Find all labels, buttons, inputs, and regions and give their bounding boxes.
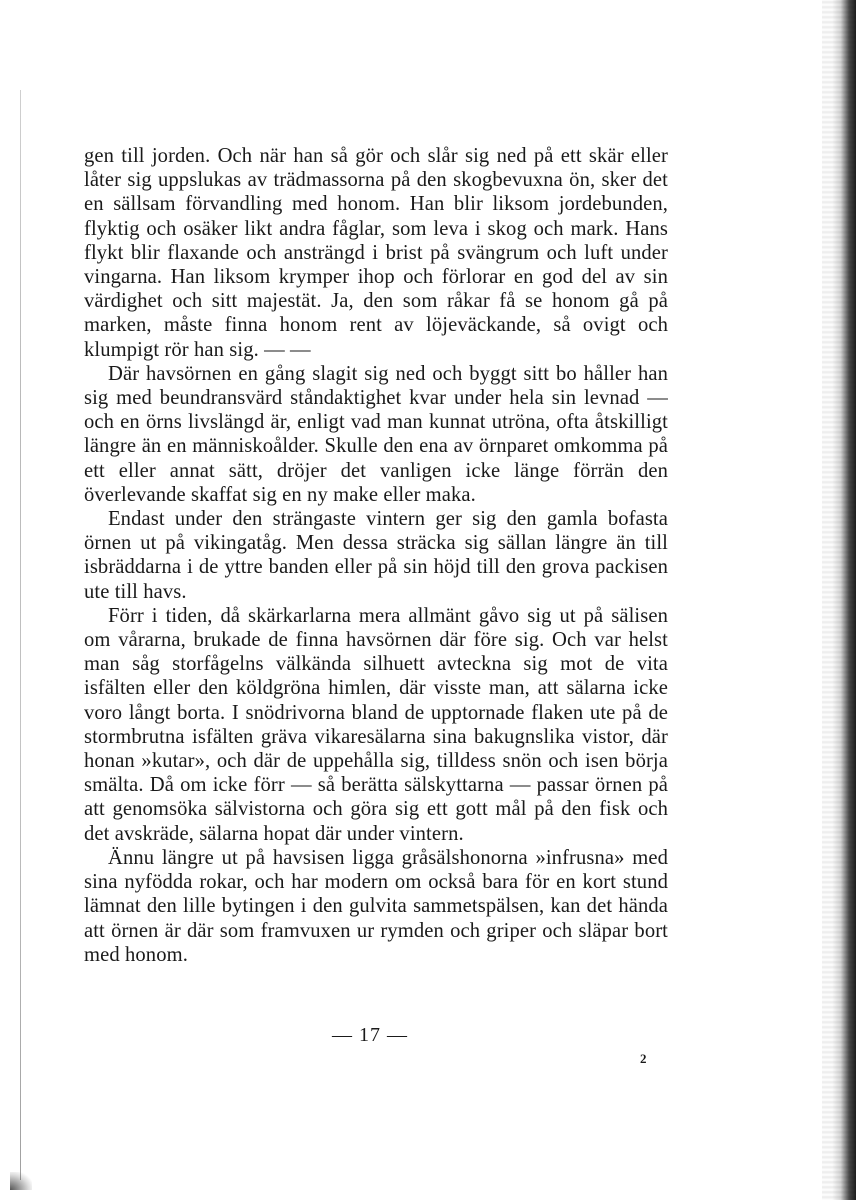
page-left-edge-shadow <box>20 90 21 1180</box>
paragraph-3: Endast under den strängaste vintern ger sig den gamla bofasta örnen ut på vikingatåg. Men dessa sträcka sig sällan längre än till isbräddarna i de yttre banden eller på sin höjd till den grova packisen ute till havs. <box>84 508 668 603</box>
paragraph-5: Ännu längre ut på havsisen ligga gråsälshonorna »infrusna» med sina nyfödda rokar, och har modern om också bara för en kort stund lämnat den lille bytingen i den gulvita sammetspälsen, kan det hända att örnen är där som framvuxen ur rymden och griper och släpar bort med honom. <box>84 846 668 966</box>
body-text <box>84 144 668 967</box>
paragraph-4: Förr i tiden, då skärkarlarna mera allmänt gåvo sig ut på sälisen om vårarna, brukade de finna havsörnen där före sig. Och var helst man såg storfågelns välkända silhuett avteckna sig mot de vita isfälten eller den köldgröna himlen, där visste man, att sälarna icke voro långt borta. I snödrivorna bland de upptornade flaken ute på de stormbrutna isfälten gräva vikaresälarna sina bakugnslika vistor, där honan »kutar», och där de uppehålla sig, tilldess snön och isen börja smälta. Då om icke förr — så berätta sälskyttarna — passar örnen på att genomsöka sälvistorna och göra sig ett gott mål på den fisk och det avskräde, sälarna hopat där under vintern. <box>84 604 668 845</box>
sheet-signature-mark: 2 <box>640 1051 647 1066</box>
paragraph-1: gen till jorden. Och när han så gör och slår sig ned på ett skär eller låter sig uppslukas av trädmassorna på den skogbevuxna ön, sker det en sällsam förvandling med honom. Han blir liksom jordebunden, flyktig och osäker likt andra fåglar, som leva i skog och mark. Hans flykt blir flaxande och ansträngd i brist på svängrum och luft under vingarna. Han liksom krymper ihop och förlorar en god del av sin värdighet och sitt majestät. Ja, den som råkar få se honom gå på marken, måste finna honom rent av löjeväckande, så ovigt och klumpigt rör han sig. — — <box>84 145 668 361</box>
page-corner-shadow <box>10 1172 32 1190</box>
book-spine-edge <box>822 0 856 1200</box>
page-number: — 17 — <box>332 1024 408 1046</box>
paragraph-2: Där havsörnen en gång slagit sig ned och byggt sitt bo håller han sig med beundransvärd ståndaktighet kvar under hela sin levnad — och en örns livslängd är, enligt vad man kunnat utröna, ofta åtskilligt längre än en människoålder. Skulle den ena av örnparet omkomma på ett eller annat sätt, dröjer det vanligen icke länge förrän den överlevande skaffat sig en ny make eller maka. <box>84 362 668 506</box>
